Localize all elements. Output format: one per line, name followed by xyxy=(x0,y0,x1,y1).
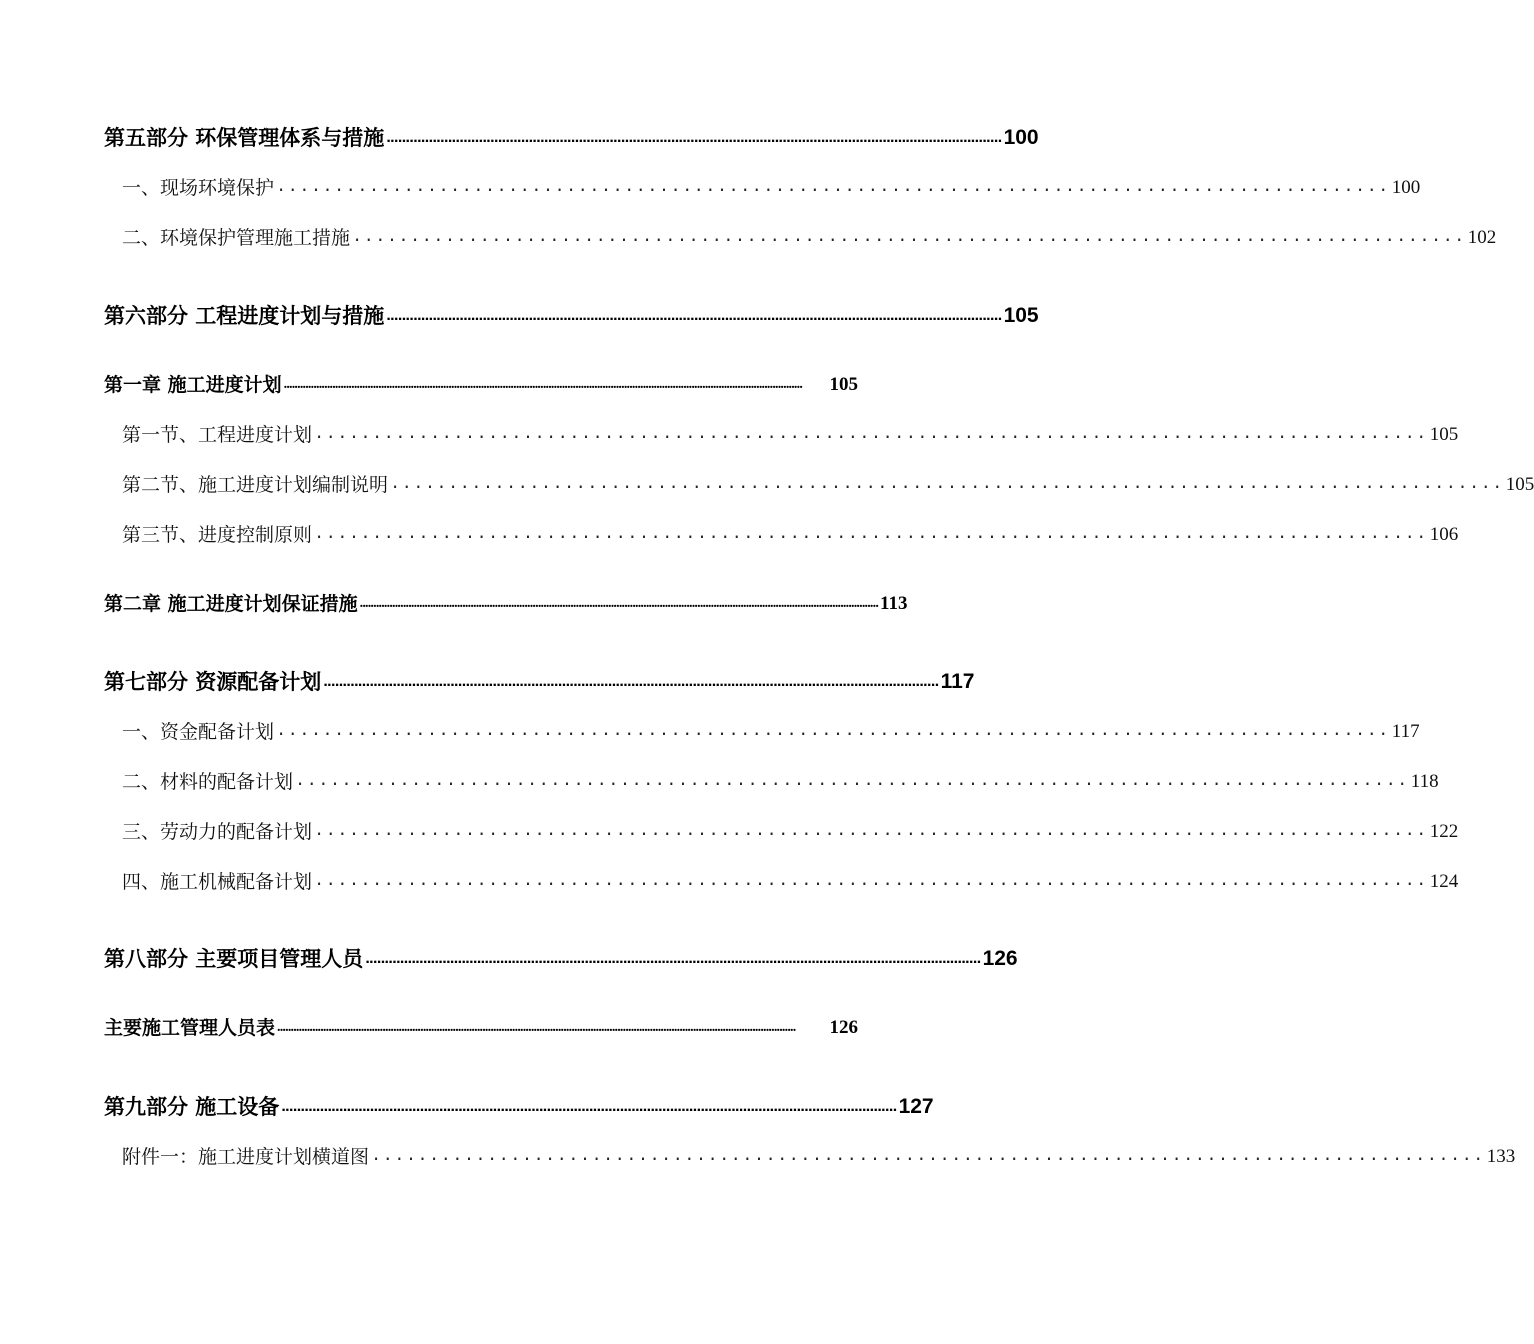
toc-leader: ................................................................................................................................................................................................ xyxy=(283,377,803,392)
toc-leader: ................................................................................................ xyxy=(276,178,1390,197)
toc-entry-title: 第二节、施工进度计划编制说明 xyxy=(122,474,389,496)
toc-leader: ................................................................................................ xyxy=(276,722,1390,741)
toc-entry-title: 第七部分 资源配备计划 xyxy=(104,670,322,694)
toc-entry-page: 105 xyxy=(1429,424,1459,445)
toc-entry-page: 117 xyxy=(1391,721,1420,742)
toc-entry-page: 124 xyxy=(1429,871,1459,892)
toc-entry-title: 二、材料的配备计划 xyxy=(122,771,294,793)
toc-leader: ................................................................................................ xyxy=(314,872,1428,891)
toc-entry-chapter[interactable] xyxy=(104,372,858,398)
toc-entry-part8[interactable] xyxy=(104,945,1018,973)
toc-leader: ................................................................................................................................................................ xyxy=(386,307,1002,324)
toc-entry-part5[interactable] xyxy=(104,124,1039,152)
toc-entry-page: 117 xyxy=(940,670,975,693)
toc-entry-title: 第五部分 环保管理体系与措施 xyxy=(104,126,385,150)
toc-leader: ................................................................................................................................................................................................ xyxy=(277,1020,796,1035)
toc-entry-page: 105 xyxy=(1003,304,1039,327)
toc-entry-section[interactable] xyxy=(122,819,1459,845)
toc-entry-title: 主要施工管理人员表 xyxy=(104,1017,276,1039)
toc-entry-page: 100 xyxy=(1391,177,1421,198)
toc-leader: ................................................................................................................................................................................................ xyxy=(359,596,879,611)
toc-entry-page: 100 xyxy=(1003,126,1039,149)
toc-entry-section[interactable] xyxy=(122,769,1439,795)
toc-entry-chapter[interactable] xyxy=(104,591,908,617)
toc-entry-section[interactable] xyxy=(122,422,1459,448)
toc-leader: ................................................................................................ xyxy=(371,1147,1485,1166)
toc-leader: ................................................................................................ xyxy=(314,425,1428,444)
toc-leader: ................................................................................................ xyxy=(295,772,1409,791)
toc-entry-title: 第六部分 工程进度计划与措施 xyxy=(104,304,385,328)
toc-entry-title: 一、资金配备计划 xyxy=(122,721,275,743)
toc-entry-page: 126 xyxy=(829,1017,858,1038)
toc-leader: ................................................................................................................................................................ xyxy=(281,1098,897,1115)
toc-leader: ................................................................................................ xyxy=(314,822,1428,841)
toc-leader: ................................................................................................................................................................ xyxy=(386,129,1002,146)
toc-entry-title: 一、现场环境保护 xyxy=(122,177,275,199)
toc-leader: ................................................................................................................................................................ xyxy=(323,673,939,690)
toc-entry-chapter[interactable] xyxy=(104,1015,858,1041)
toc-entry-section[interactable] xyxy=(122,175,1421,201)
toc-entry-title: 三、劳动力的配备计划 xyxy=(122,821,313,843)
toc-entry-title: 第九部分 施工设备 xyxy=(104,1095,280,1119)
toc-entry-page: 127 xyxy=(898,1095,934,1118)
toc-entry-title: 第二章 施工进度计划保证措施 xyxy=(104,593,358,615)
toc-leader: ................................................................................................ xyxy=(390,475,1504,494)
toc-entry-page: 118 xyxy=(1410,771,1439,792)
toc-entry-page: 113 xyxy=(880,593,908,614)
toc-entry-page: 106 xyxy=(1429,524,1459,545)
toc-leader: ................................................................................................ xyxy=(352,228,1466,247)
toc-entry-section[interactable] xyxy=(122,719,1420,745)
toc-entry-page: 133 xyxy=(1486,1146,1516,1167)
toc-entry-page: 122 xyxy=(1429,821,1459,842)
toc-entry-title: 第八部分 主要项目管理人员 xyxy=(104,947,364,971)
toc-entry-page: 126 xyxy=(982,947,1018,970)
toc-leader: ................................................................................................ xyxy=(314,525,1428,544)
toc-entry-title: 第一节、工程进度计划 xyxy=(122,424,313,446)
toc-entry-section[interactable] xyxy=(122,225,1497,251)
toc-entry-page: 105 xyxy=(829,374,858,395)
toc-entry-page: 105 xyxy=(1505,474,1534,495)
toc-entry-title: 第三节、进度控制原则 xyxy=(122,524,313,546)
toc-entry-section[interactable] xyxy=(122,522,1459,548)
toc-entry-appendix[interactable] xyxy=(122,1144,1516,1170)
toc-entry-part6[interactable] xyxy=(104,302,1039,330)
toc-entry-title: 二、环境保护管理施工措施 xyxy=(122,227,351,249)
toc-entry-title: 四、施工机械配备计划 xyxy=(122,871,313,893)
toc-entry-page: 102 xyxy=(1467,227,1497,248)
toc-leader: ................................................................................................................................................................ xyxy=(365,950,981,967)
toc-entry-section[interactable] xyxy=(122,869,1459,895)
toc-entry-section[interactable] xyxy=(122,472,1534,498)
toc-entry-title: 第一章 施工进度计划 xyxy=(104,374,282,396)
toc-entry-title: 附件一：施工进度计划横道图 xyxy=(122,1146,370,1168)
toc-entry-part9[interactable] xyxy=(104,1093,934,1121)
toc-entry-part7[interactable] xyxy=(104,668,975,696)
